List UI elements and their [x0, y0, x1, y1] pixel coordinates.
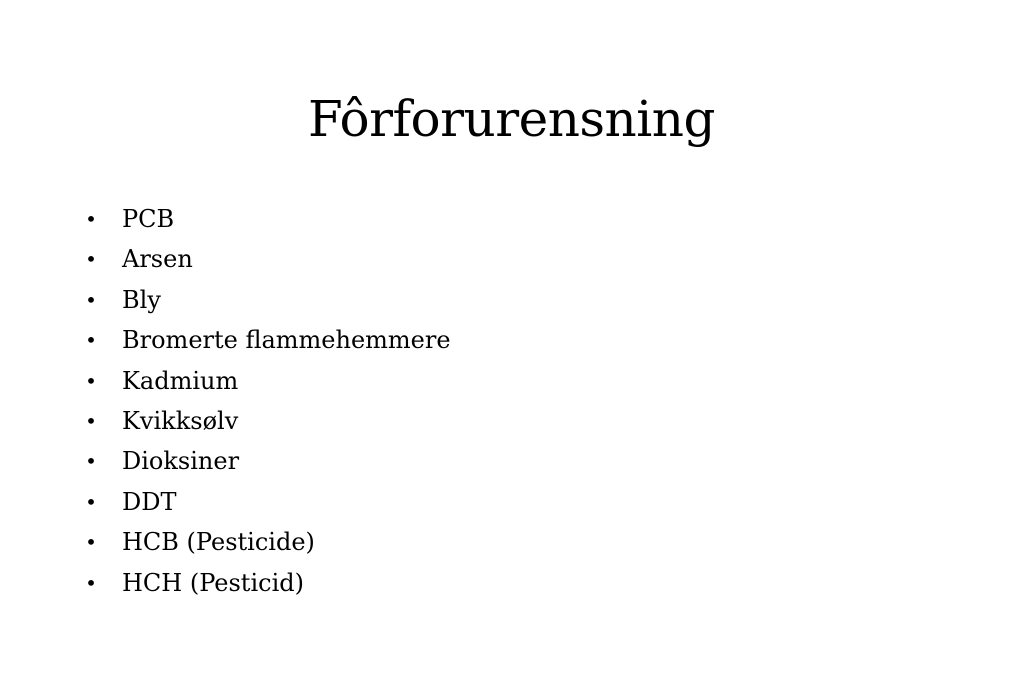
bullet-icon: • [85, 287, 97, 312]
bullet-icon: • [85, 247, 97, 272]
list-item-label: Kvikksølv [122, 406, 239, 435]
list-item-label: Kadmium [122, 366, 239, 395]
bullet-icon: • [85, 449, 97, 474]
list-item-label: Dioksiner [122, 447, 240, 476]
list-item-label: HCH (Pesticid) [122, 568, 304, 597]
bullet-icon: • [85, 570, 97, 595]
bullet-icon: • [85, 530, 97, 555]
list-item-label: DDT [122, 487, 177, 516]
list-item-label: Bly [122, 285, 161, 314]
bullet-icon: • [85, 368, 97, 393]
slide-title: Fôrforurensning [308, 90, 715, 148]
bullet-icon: • [85, 328, 97, 353]
bullet-icon: • [85, 408, 97, 433]
bullet-icon: • [85, 489, 97, 514]
bullet-icon: • [85, 207, 97, 231]
list-item-label: HCB (Pesticide) [122, 528, 315, 557]
list-item-label: Bromerte flammehemmere [122, 326, 451, 355]
list-item-label: Arsen [122, 245, 193, 274]
list-item-label: PCB [122, 205, 175, 233]
